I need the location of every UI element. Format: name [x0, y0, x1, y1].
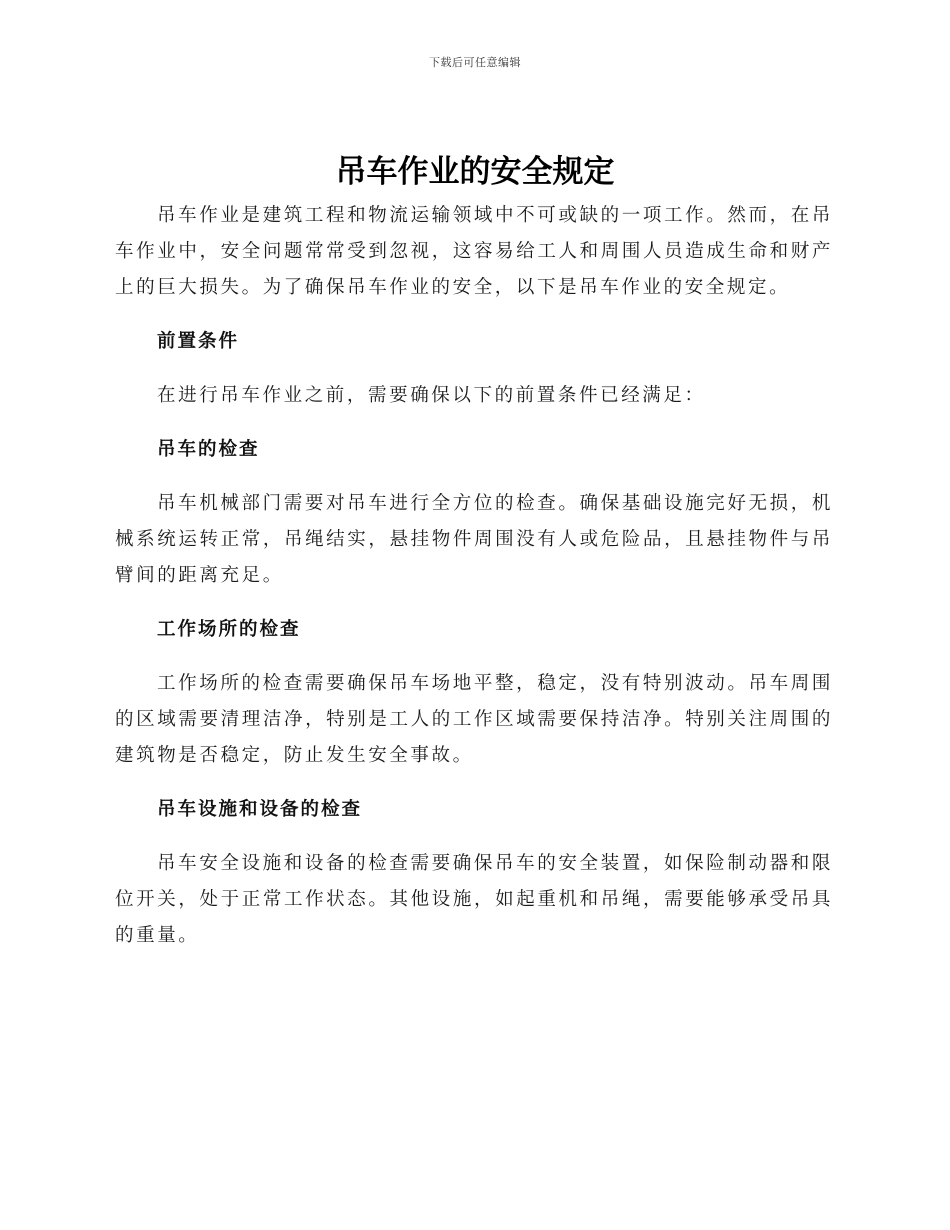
crane-inspection-paragraph: 吊车机械部门需要对吊车进行全方位的检查。确保基础设施完好无损，机械系统运转正常，吊绳结实，悬挂物件周围没有人或危险品，且悬挂物件与吊臂间的距离充足。	[115, 493, 833, 586]
page-header: 下载后可任意编辑	[429, 56, 521, 69]
section-heading-worksite-inspection: 工作场所的检查	[157, 619, 301, 640]
section-heading-crane-inspection: 吊车的检查	[157, 439, 260, 460]
section-heading-equipment-inspection: 吊车设施和设备的检查	[157, 799, 363, 820]
document-title: 吊车作业的安全规定	[335, 154, 615, 190]
worksite-inspection-paragraph: 工作场所的检查需要确保吊车场地平整，稳定，没有特别波动。吊车周围的区域需要清理洁净，特别是工人的工作区域需要保持洁净。特别关注周围的建筑物是否稳定，防止发生安全事故。	[115, 673, 833, 766]
prerequisites-paragraph: 在进行吊车作业之前，需要确保以下的前置条件已经满足：	[157, 385, 706, 406]
section-heading-prerequisites: 前置条件	[157, 331, 240, 352]
intro-paragraph: 吊车作业是建筑工程和物流运输领域中不可或缺的一项工作。然而，在吊车作业中，安全问题常常受到忽视，这容易给工人和周围人员造成生命和财产上的巨大损失。为了确保吊车作业的安全，以下是吊车作业的安全规定。	[115, 205, 833, 298]
document-body	[115, 198, 833, 972]
equipment-inspection-paragraph: 吊车安全设施和设备的检查需要确保吊车的安全装置，如保险制动器和限位开关，处于正常工作状态。其他设施，如起重机和吊绳，需要能够承受吊具的重量。	[115, 853, 833, 946]
